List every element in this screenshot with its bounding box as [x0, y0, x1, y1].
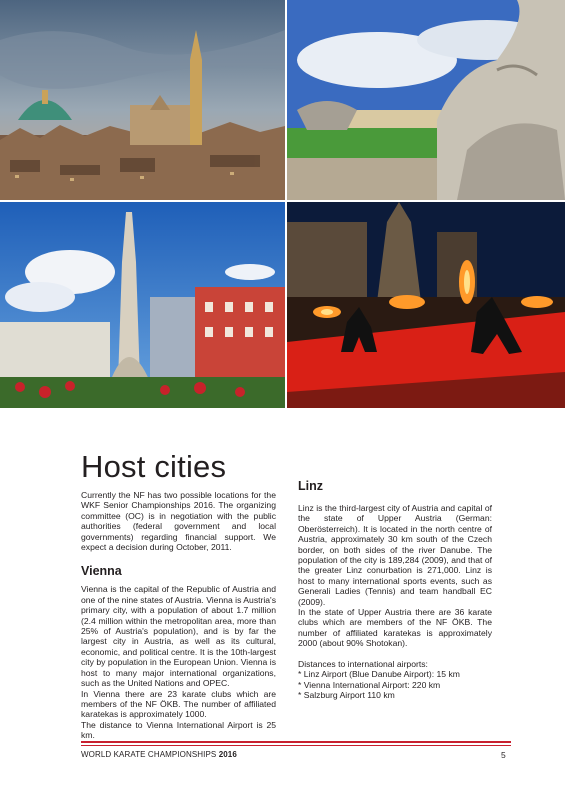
airport-item: * Vienna International Airport: 220 km: [298, 679, 441, 690]
footer-rule: [81, 741, 511, 743]
footer-event-name: [81, 750, 237, 759]
footer-rule-thin: [81, 745, 511, 746]
vienna-paragraph: Vienna is the capital of the Republic of Austria and one of the nine states of Austria. Vienna is Austria's primary city, with a population of about 1.7 million (2.4 million within the metropolitan area, more than 25% of Austria's population), and is by far the largest city in Austria, as well as its cultural, economic, and political centre. It is the 10th-largest city by population in the European Union. Vienna is host to many major international organizations, such as the United Nations and OPEC. In Vienna there are 23 karate clubs which are members of the NF ÖKB. The number of affiliated karatekas is approximately 1000. The distance to Vienna International Airport is 25 km.: [81, 584, 276, 741]
fire-performers-photo: [287, 202, 565, 408]
linz-trinity-column-photo: [0, 202, 285, 408]
airport-item: * Salzburg Airport 110 km: [298, 689, 395, 700]
footer-year: 2016: [218, 750, 237, 759]
vienna-skyline-photo: [0, 0, 285, 200]
page-number: 5: [501, 750, 506, 760]
right-column: [298, 479, 492, 700]
airport-item: * Linz Airport (Blue Danube Airport): 15 km: [298, 669, 460, 680]
linz-heading: Linz: [298, 479, 323, 493]
footer-event: WORLD KARATE CHAMPIONSHIPS: [81, 750, 217, 759]
page-title: Host cities: [81, 449, 227, 484]
linz-paragraph: Linz is the third-largest city of Austria and capital of the state of Upper Austria (German: Oberösterreich). It is located in the north centre of Austria, approximately 30 km south of the Czech border, on both sides of the river Danube. The population of the city is 189,284 (2009), and that of the greater Linz conurbation is 271,000. Linz is host to many international sports events, such as Generali Ladies (Tennis) and team handball EC (2009). In the state of Upper Austria there are 36 karate clubs which are members of the NF ÖKB. The number of affiliated karatekas is approximately 2000 (about 90% Shotokan).: [298, 503, 492, 649]
left-column: [81, 490, 276, 741]
airports-heading: Distances to international airports:: [298, 658, 428, 669]
intro-paragraph: Currently the NF has two possible locations for the WKF Senior Championships 2016. The organizing committee (OC) is in negotiation with the public authorities (federal government and local governments) regarding financial support. We expect a decision during October, 2011.: [81, 490, 276, 553]
vienna-heading: Vienna: [81, 564, 122, 579]
schoenbrunn-fountain-photo: [287, 0, 565, 200]
